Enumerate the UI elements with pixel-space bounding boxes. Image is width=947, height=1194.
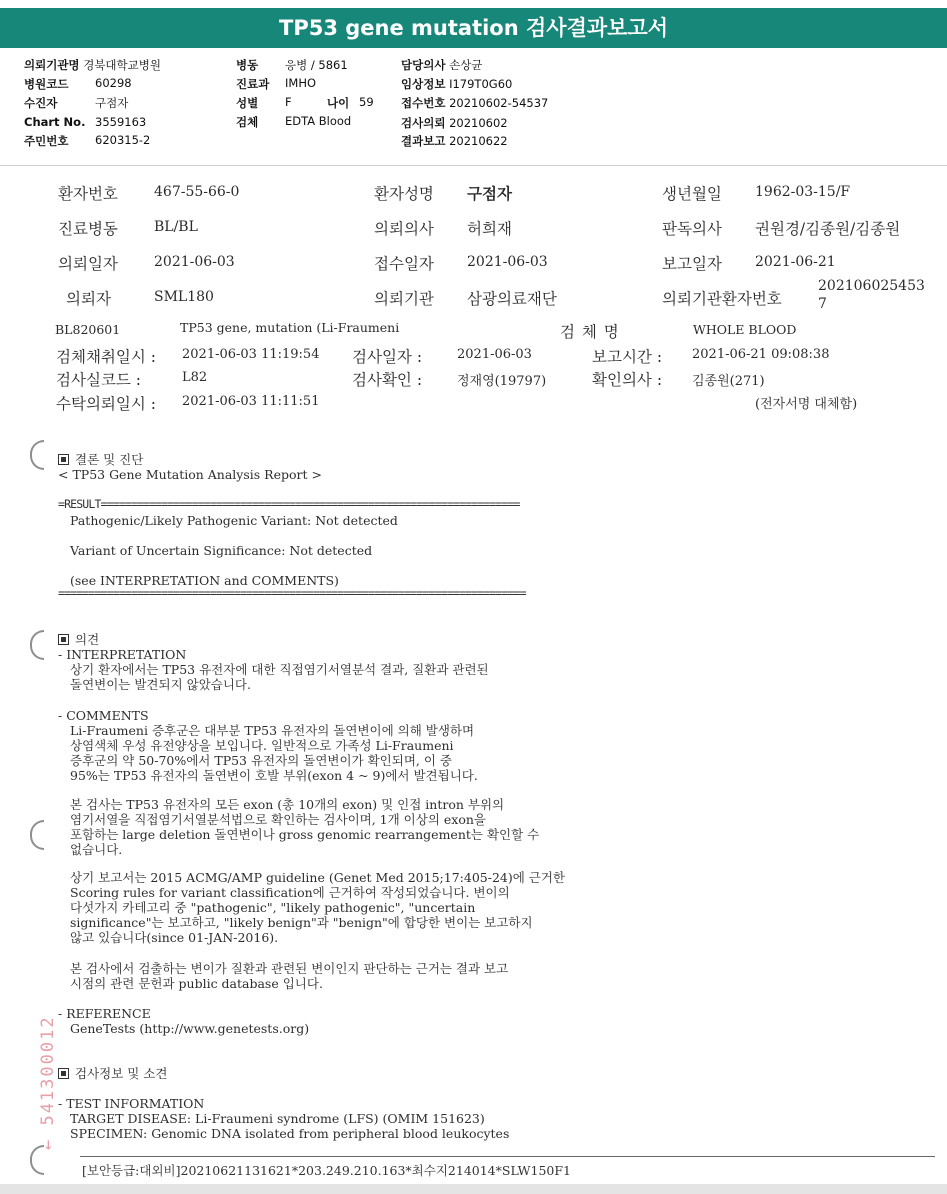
binder-hole-mark [30, 820, 44, 850]
grid-value: 삼광의료재단 [467, 290, 557, 308]
header-col1-row2-value: 60298 [95, 76, 132, 90]
header-col2-row3-label: 성별 [236, 96, 259, 110]
comments-line: 본 검사는 TP53 유전자의 모든 exon (총 10개의 exon) 및 인접 intron 부위의 [70, 797, 505, 812]
grid-value: BL/BL [154, 219, 198, 235]
header-col1-row2: 병원코드 [24, 77, 69, 91]
interpretation-line: 상기 환자에서는 TP53 유전자에 대한 직접염기서열분석 결과, 질환과 관련된 [70, 662, 489, 677]
grid-label: 환자번호 [58, 185, 118, 203]
grid-label: 판독의사 [662, 220, 722, 238]
header-col3-row4: 검사의뢰 20210602 [401, 116, 508, 130]
grid-value: 2021-06-03 [467, 254, 548, 270]
comments-line: 없습니다. [70, 842, 123, 857]
header-age-label: 나이 [327, 96, 350, 110]
header-col3-row3: 접수번호 20210602-54537 [401, 96, 549, 110]
grid-value: 허희재 [467, 220, 512, 238]
footer-divider [80, 1156, 935, 1157]
footer-security: [보안등급:대외비]20210621131621*203.249.210.163*최수지214014*SLW150F1 [82, 1163, 571, 1178]
grid-label: 의뢰의사 [374, 220, 434, 238]
doctor-value: 김종원(271) [692, 374, 765, 389]
collect-label: 검체채취일시 : [56, 348, 156, 366]
doctor-label: 확인의사 : [592, 371, 663, 389]
header-col2-row4-value: EDTA Blood [285, 114, 352, 128]
grid-label: 의뢰자 [66, 290, 111, 308]
header-col2-row3-value: F [285, 95, 292, 109]
comments-line: Li-Fraumeni 증후군은 대부분 TP53 유전자의 돌연변이에 의해 발생하며 [70, 723, 475, 738]
header-col1-row5: 주민번호 [24, 134, 69, 148]
square-bullet-icon [58, 1068, 69, 1079]
testinfo-heading: 검사정보 및 소견 [58, 1066, 167, 1081]
test-code: BL820601 [55, 322, 121, 337]
testdate-value: 2021-06-03 [457, 347, 532, 362]
room-label: 검사실코드 : [56, 371, 142, 389]
consign-label: 수탁의뢰일시 : [56, 395, 156, 413]
grid-label: 보고일자 [662, 255, 722, 273]
testinfo-specimen: SPECIMEN: Genomic DNA isolated from peripheral blood leukocytes [70, 1126, 510, 1141]
header-col2-row2-label: 진료과 [236, 77, 270, 91]
header-col2-row1-label: 병동 [236, 58, 259, 72]
square-bullet-icon [58, 634, 69, 645]
header-col1-row4: Chart No. [24, 115, 86, 129]
grid-value: 구점자 [467, 184, 512, 203]
grid-label: 진료병동 [58, 220, 118, 238]
header-col1-row1: 의뢰기관명 경북대학교병원 [24, 58, 161, 72]
confirm-value: 정재영(19797) [457, 374, 547, 389]
header-age-value: 59 [359, 95, 374, 109]
testinfo-title: - TEST INFORMATION [58, 1096, 205, 1111]
grid-label: 환자성명 [374, 185, 434, 203]
specimen-value: WHOLE BLOOD [693, 322, 797, 337]
header-col2-row1-value: 응병 / 5861 [285, 58, 348, 72]
reference-title: - REFERENCE [58, 1006, 151, 1021]
header-col1-row3-value: 구점자 [95, 96, 129, 110]
conclusion-heading: 결론 및 진단 [58, 452, 143, 467]
grid-label: 접수일자 [374, 255, 434, 273]
grid-value: 1962-03-15/F [755, 184, 851, 200]
header-col3-row2: 임상정보 I179T0G60 [401, 77, 513, 91]
reporttime-value: 2021-06-21 09:08:38 [692, 347, 830, 362]
comments-line: 본 검사에서 검출하는 변이가 질환과 관련된 변이인지 판단하는 근거는 결과 보고 [70, 961, 509, 976]
esign-note: (전자서명 대체함) [755, 397, 858, 412]
result-line-vus: Variant of Uncertain Significance: Not detected [70, 543, 373, 558]
result-line-pathogenic: Pathogenic/Likely Pathogenic Variant: Not detected [70, 513, 398, 528]
comments-line: significance"는 보고하고, "likely benign"과 "benign"에 합당한 변이는 보고하지 [70, 915, 533, 930]
comments-line: 다섯가지 카테고리 중 "pathogenic", "likely pathogenic", "uncertain [70, 900, 476, 915]
reporttime-label: 보고시간 : [592, 348, 663, 366]
comments-line: 95%는 TP53 유전자의 돌연변이 호발 부위(exon 4 ~ 9)에서 발견됩니다. [70, 768, 478, 783]
comments-line: Scoring rules for variant classification에 근거하여 작성되었습니다. 변이의 [70, 885, 510, 900]
result-end-rule: ============================================================================= [58, 586, 526, 600]
binder-hole-mark [30, 440, 44, 470]
specimen-label: 검 체 명 [560, 323, 620, 341]
grid-value: 권원경/김종원/김종원 [755, 220, 901, 238]
comments-line: 포함하는 large deletion 돌연변이나 gross genomic rearrangement는 확인할 수 [70, 827, 540, 842]
comments-line: 상염색체 우성 유전양상을 보입니다. 일반적으로 가족성 Li-Fraumeni [70, 738, 454, 753]
grid-value: 2021-06-21 [755, 254, 836, 270]
grid-value: 467-55-66-0 [154, 184, 240, 200]
grid-label: 의뢰기관 [374, 290, 434, 308]
header-col2-row2-value: IMHO [285, 76, 317, 90]
comments-title: - COMMENTS [58, 708, 149, 723]
collect-value: 2021-06-03 11:19:54 [182, 347, 320, 362]
square-bullet-icon [58, 454, 69, 465]
grid-value: 202106025453 [818, 278, 925, 294]
grid-label: 의뢰일자 [58, 255, 118, 273]
grid-value: 2021-06-03 [154, 254, 235, 270]
grid-label: 의뢰기관환자번호 [662, 290, 782, 308]
testinfo-target: TARGET DISEASE: Li-Fraumeni syndrome (LFS) (OMIM 151623) [70, 1111, 485, 1126]
header-col3-row5: 결과보고 20210622 [401, 134, 508, 148]
room-value: L82 [182, 370, 208, 385]
result-line-see: (see INTERPRETATION and COMMENTS) [70, 573, 339, 588]
interpretation-line: 돌연변이는 발견되지 않았습니다. [70, 677, 251, 692]
test-name: TP53 gene, mutation (Li-Fraumeni [180, 320, 400, 335]
header-col1-row5-value: 620315-2 [95, 133, 151, 147]
result-rule: =RESULT===================================================================== [58, 497, 520, 511]
side-document-number: ← 541300012 [38, 1015, 58, 1150]
grid-label: 생년월일 [662, 185, 722, 203]
header-col1-row4-value: 3559163 [95, 115, 147, 129]
grid-value: 7 [818, 296, 827, 312]
testdate-label: 검사일자 : [352, 348, 423, 366]
header-divider [0, 165, 947, 166]
opinion-heading: 의견 [58, 632, 99, 647]
binder-hole-mark [30, 630, 44, 660]
confirm-label: 검사확인 : [352, 371, 423, 389]
bottom-band [0, 1184, 947, 1194]
comments-line: 시점의 관련 문헌과 public database 입니다. [70, 976, 323, 991]
interpretation-title: - INTERPRETATION [58, 647, 187, 662]
conclusion-subtitle: < TP53 Gene Mutation Analysis Report > [58, 467, 322, 482]
header-col3-row1: 담당의사 손상균 [401, 58, 483, 72]
comments-line: 않고 있습니다(since 01-JAN-2016). [70, 930, 279, 945]
comments-line: 증후군의 약 50-70%에서 TP53 유전자의 돌연변이가 확인되며, 이 중 [70, 753, 452, 768]
reference-link: GeneTests (http://www.genetests.org) [70, 1021, 310, 1036]
header-col1-row3: 수진자 [24, 96, 58, 110]
report-title: TP53 gene mutation 검사결과보고서 [0, 8, 947, 48]
comments-line: 상기 보고서는 2015 ACMG/AMP guideline (Genet Med 2015;17:405-24)에 근거한 [70, 870, 565, 885]
header-col2-row4-label: 검체 [236, 115, 259, 129]
grid-value: SML180 [154, 289, 214, 305]
comments-line: 염기서열을 직접염기서열분석법으로 확인하는 검사이며, 1개 이상의 exon을 [70, 812, 486, 827]
consign-value: 2021-06-03 11:11:51 [182, 394, 320, 409]
